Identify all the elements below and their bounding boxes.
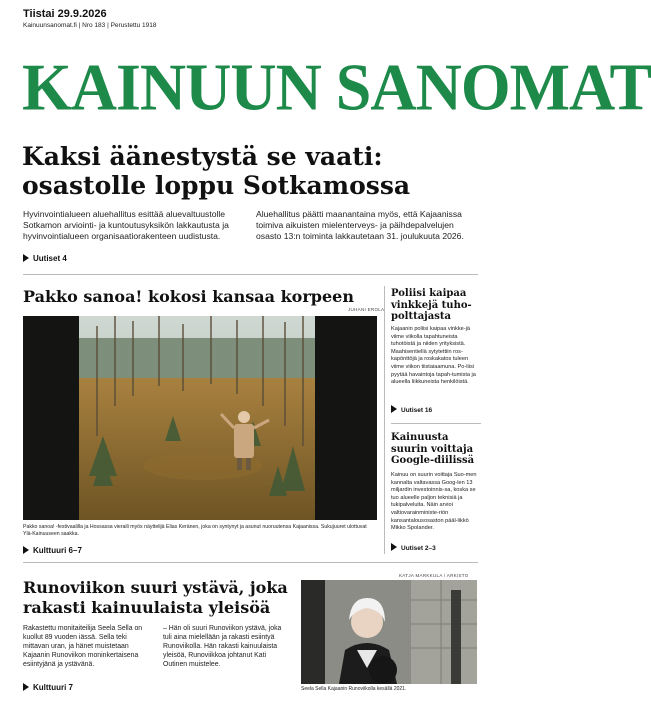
- issue-date: Tiistai 29.9.2026: [23, 8, 107, 20]
- lead-page-reference[interactable]: [23, 254, 67, 263]
- story3-photo-credit: KATJA MARKKULA / ARKISTO: [399, 573, 469, 578]
- forest-photo-illustration: [23, 316, 377, 520]
- arrow-right-icon: [23, 546, 29, 554]
- side1-ref-label: Uutiset 16: [401, 407, 433, 414]
- story3-photo[interactable]: [301, 580, 477, 684]
- lead-headline[interactable]: [22, 142, 482, 200]
- story2-page-reference[interactable]: [23, 546, 82, 555]
- story2-photo-caption: Pakko sanoa! -festivaalilla ja Hossassa vieraili myös näyttelijä Elias Keränen, joka on syntynyt ja asunut nuoruutensa Kajaanissa. Sukujuuret ulottuvat Ylä-Kainuuseen saakka.: [23, 524, 367, 537]
- story3-lede-right: – Hän oli suuri Runoviikon ystävä, joka tuli aina mielellään ja rakasti esiintyä Runoviikolla. Hän rakasti kainuulaista yleisöä, Runoviikkoa johtanut Kati Outinen muistelee.: [163, 625, 282, 668]
- lead-ref-label: Uutiset 4: [33, 254, 67, 263]
- sidebar-item-divider: [391, 423, 481, 424]
- story3-page-reference[interactable]: [23, 683, 73, 692]
- arrow-right-icon: [391, 543, 397, 551]
- side1-body: Kajaanin poliisi kaipaa vinkke-jä viime viikolla tapahtuneista tuhotöistä ja niiden yrityksistä. Maahisentiellä sytytettiin ros-kapönttöjä ja roskakatos tuleen viime viikon tiistaiaamuna. Po-liisi pyytää havaintoja tapah-tumista ja alueella liikkuneista henkilöistä.: [391, 326, 476, 386]
- story2-ref-label: Kulttuuri 6–7: [33, 546, 82, 555]
- portrait-photo-illustration: [301, 580, 477, 684]
- sidebar-divider: [384, 286, 385, 554]
- lead-lede-left: Hyvinvointialueen aluehallitus esittää aluevaltuustolle Sotkamon arviointi- ja kuntoutusyksikön lakkautusta ja hyvinvointialueen organisaatiorakenteen uudistusta.: [23, 209, 229, 241]
- story3-photo-caption: Seela Sella Kajaanin Runoviikolla kesällä 2021.: [301, 686, 407, 692]
- side2-ref-label: Uutiset 2–3: [401, 545, 436, 552]
- side1-headline[interactable]: Poliisi kaipaa vinkkejä tuho-polttajasta: [391, 288, 472, 322]
- newspaper-logo[interactable]: KAINUUN SANOMAT: [22, 49, 651, 125]
- lead-lede-right: Aluehallitus päätti maanantaina myös, että Kajaanissa toimiva aikuisten mielenterveys- ja päihdepalvelujen osasto 13:n toiminta lakkautetaan 31. joulukuuta 2026.: [256, 209, 464, 241]
- side2-page-reference[interactable]: [391, 543, 436, 552]
- lead-headline-line-1: Kaksi äänestystä se vaati:: [22, 142, 383, 171]
- story3-lede-left: Rakastettu monitaiteilija Seela Sella on kuollut 89 vuoden iässä. Sella teki mittavan uran, ja hänet muistetaan Kajaanin Runoviikon moninkertaisena esiintyjänä ja ystävänä.: [23, 625, 143, 668]
- section-divider: [23, 274, 478, 275]
- arrow-right-icon: [23, 254, 29, 262]
- lead-headline-line-2: osastolle loppu Sotkamossa: [22, 171, 411, 200]
- story3-headline[interactable]: [23, 578, 293, 618]
- masthead-meta-block: [23, 8, 156, 29]
- arrow-right-icon: [391, 405, 397, 413]
- story3-headline-line-2: rakasti kainuulaista yleisöä: [23, 598, 271, 617]
- story3-ref-label: Kulttuuri 7: [33, 683, 73, 692]
- story3-headline-line-1: Runoviikon suuri ystävä, joka: [23, 578, 288, 597]
- story2-photo-credit: JUHANI EROLA: [348, 307, 385, 312]
- issue-meta: Kainuunsanomat.fi | Nro 183 | Perustettu 1918: [23, 22, 157, 29]
- arrow-right-icon: [23, 683, 29, 691]
- section-divider: [23, 562, 478, 563]
- side2-headline[interactable]: Kainuusta suurin voittaja Google-diilissä: [391, 432, 475, 466]
- side2-body: Kainuu on suurin voittaja Suo-men kannalta valtavassa Goog-len 13 miljardin investoinnis-sa, koska se tuo alueelle paljon teknisiä ja tukipalveluita. Näin arvioi valtiovarainministe-riön kansantalousosaston pääl-likkö Mikko Spolander.: [391, 472, 477, 532]
- side1-page-reference[interactable]: [391, 405, 432, 414]
- story2-photo[interactable]: [23, 316, 377, 520]
- story2-headline[interactable]: Pakko sanoa! kokosi kansaa korpeen: [23, 287, 354, 306]
